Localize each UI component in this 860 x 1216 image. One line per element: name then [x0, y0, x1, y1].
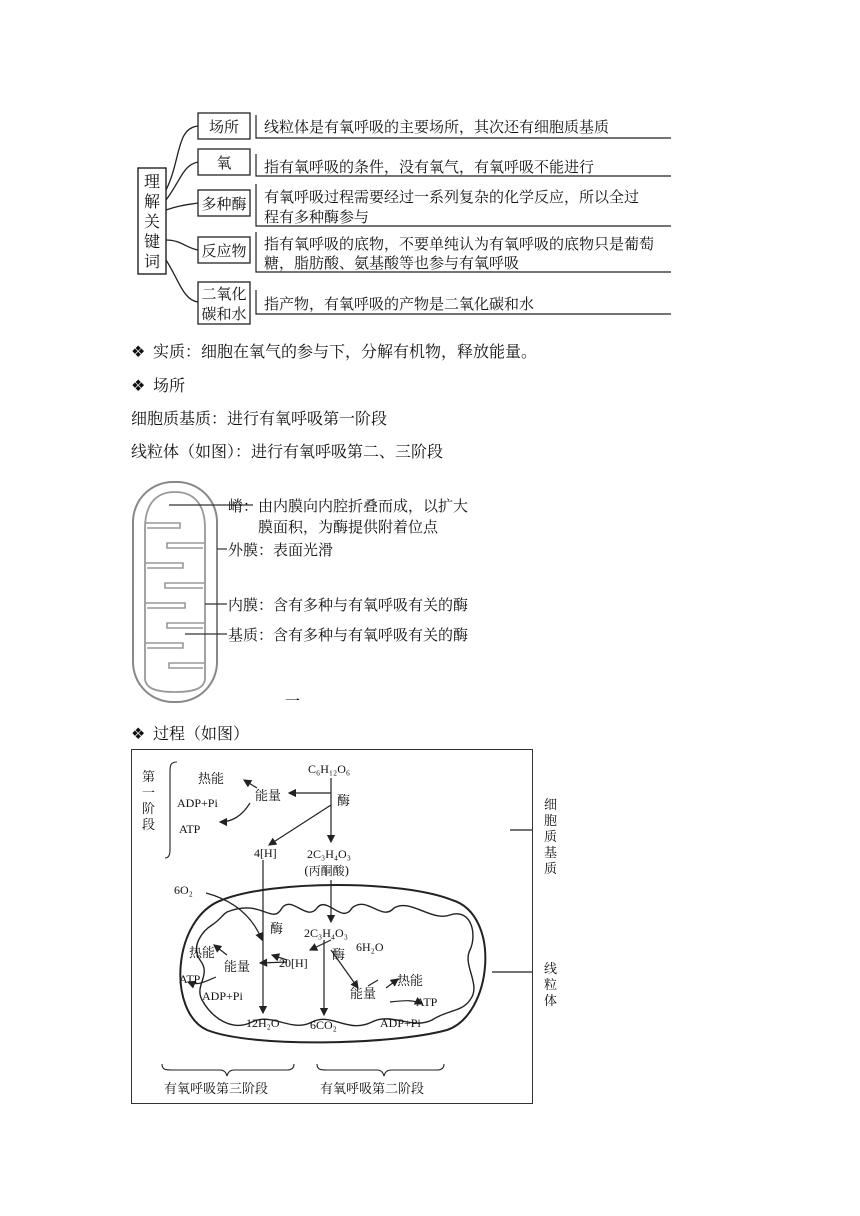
stage3-label: 有氧呼吸第三阶段	[164, 1082, 269, 1097]
process-diagram	[131, 749, 558, 1104]
heat-1: 热能	[198, 772, 225, 787]
process-heading	[131, 721, 249, 744]
enzyme-2: 酶	[270, 922, 284, 937]
desc-enzymes-1: 有氧呼吸过程需要经过一系列复杂的化学反应，所以全过	[264, 188, 640, 206]
bullet-icon: ❖	[131, 376, 146, 395]
cytoplasm-label-5: 质	[544, 862, 558, 877]
heat-2: 热能	[189, 946, 216, 961]
key-products-1: 二氧化	[201, 285, 247, 303]
process-heading-text: 过程（如图）	[153, 724, 250, 743]
stage1-label-4: 段	[142, 818, 156, 833]
adp-2: ADP+Pi	[202, 989, 243, 1003]
water-out: 12H₂O	[246, 1016, 280, 1030]
desc-products: 指产物，有氧呼吸的产物是二氧化碳和水	[264, 295, 535, 313]
h20: 20[H]	[279, 956, 308, 970]
pyruvate-2: 2C₃H₄O₃	[304, 926, 348, 940]
stage1-label-2: 一	[142, 786, 156, 801]
energy-2: 能量	[224, 960, 251, 975]
site-heading-text: 场所	[153, 376, 186, 395]
adp-1: ADP+Pi	[177, 796, 218, 810]
enzyme-3: 酶	[332, 948, 346, 963]
desc-reactant-2: 糖，脂肪酸、氨基酸等也参与有氧呼吸	[264, 254, 520, 272]
key-products-2: 碳和水	[201, 305, 247, 323]
key-oxygen: 氧	[216, 154, 232, 172]
concept-map	[131, 110, 679, 325]
heat-3: 热能	[397, 974, 424, 989]
cytoplasm-label-1: 细	[544, 798, 558, 813]
label-cristae-2: 膜面积，为酶提供附着位点	[258, 518, 439, 536]
pyruvate-1: 2C₃H₄O₃	[307, 847, 351, 861]
bullet-icon: ❖	[131, 342, 146, 361]
key-site: 场所	[208, 118, 239, 136]
co2: 6CO₂	[310, 1018, 337, 1032]
energy-3: 能量	[350, 987, 377, 1002]
mito-structure-figure	[125, 478, 525, 708]
energy-1: 能量	[255, 789, 282, 804]
pyruvate-name: (丙酮酸)	[304, 864, 350, 878]
essence-line	[131, 339, 537, 362]
water-in: 6H₂O	[356, 940, 384, 954]
desc-reactant-1: 指有氧呼吸的底物，不要单纯认为有氧呼吸的底物只是葡萄	[264, 235, 655, 253]
site-heading	[131, 373, 185, 396]
key-enzymes: 多种酶	[201, 195, 247, 213]
cytoplasm-label-2: 胞	[544, 814, 558, 829]
atp-3: ATP	[416, 995, 438, 1009]
atp-1: ATP	[179, 822, 201, 836]
essence-text: 实质：细胞在氧气的参与下，分解有机物，释放能量。	[153, 342, 538, 361]
stage1-label-3: 阶	[142, 802, 156, 817]
adp-3: ADP+Pi	[380, 1016, 421, 1030]
stray-mark: 一	[285, 692, 301, 710]
mito-label-1: 线	[544, 962, 558, 977]
mito-label-3: 体	[544, 994, 558, 1009]
bullet-icon: ❖	[131, 724, 146, 743]
cytoplasm-label-4: 基	[544, 846, 558, 861]
site-line-1: 细胞质基质：进行有氧呼吸第一阶段	[131, 409, 388, 428]
desc-enzymes-2: 程有多种酶参与	[264, 208, 370, 226]
mito-label-2: 粒	[544, 978, 558, 993]
cytoplasm-label-3: 质	[544, 830, 558, 845]
enzyme-1: 酶	[337, 794, 351, 809]
atp-2: ATP	[179, 972, 201, 986]
key-reactant: 反应物	[201, 242, 247, 260]
root-label: 理解关键词	[143, 172, 160, 271]
label-inner: 内膜：含有多种与有氧呼吸有关的酶	[228, 596, 469, 614]
stage2-label: 有氧呼吸第二阶段	[320, 1082, 425, 1097]
desc-site: 线粒体是有氧呼吸的主要场所，其次还有细胞质基质	[264, 118, 610, 136]
stage1-label-1: 第	[142, 770, 156, 785]
label-cristae-1: 嵴：由内膜向内腔折叠而成，以扩大	[228, 497, 469, 515]
label-matrix: 基质：含有多种与有氧呼吸有关的酶	[228, 626, 469, 644]
h4: 4[H]	[254, 846, 277, 860]
desc-oxygen: 指有氧呼吸的条件，没有氧气，有氧呼吸不能进行	[264, 158, 595, 176]
o2: 6O₂	[174, 883, 193, 897]
site-line-2: 线粒体（如图）：进行有氧呼吸第二、三阶段	[131, 442, 444, 461]
glucose: C₆H₁₂O₆	[308, 762, 351, 776]
label-outer: 外膜：表面光滑	[228, 541, 334, 559]
